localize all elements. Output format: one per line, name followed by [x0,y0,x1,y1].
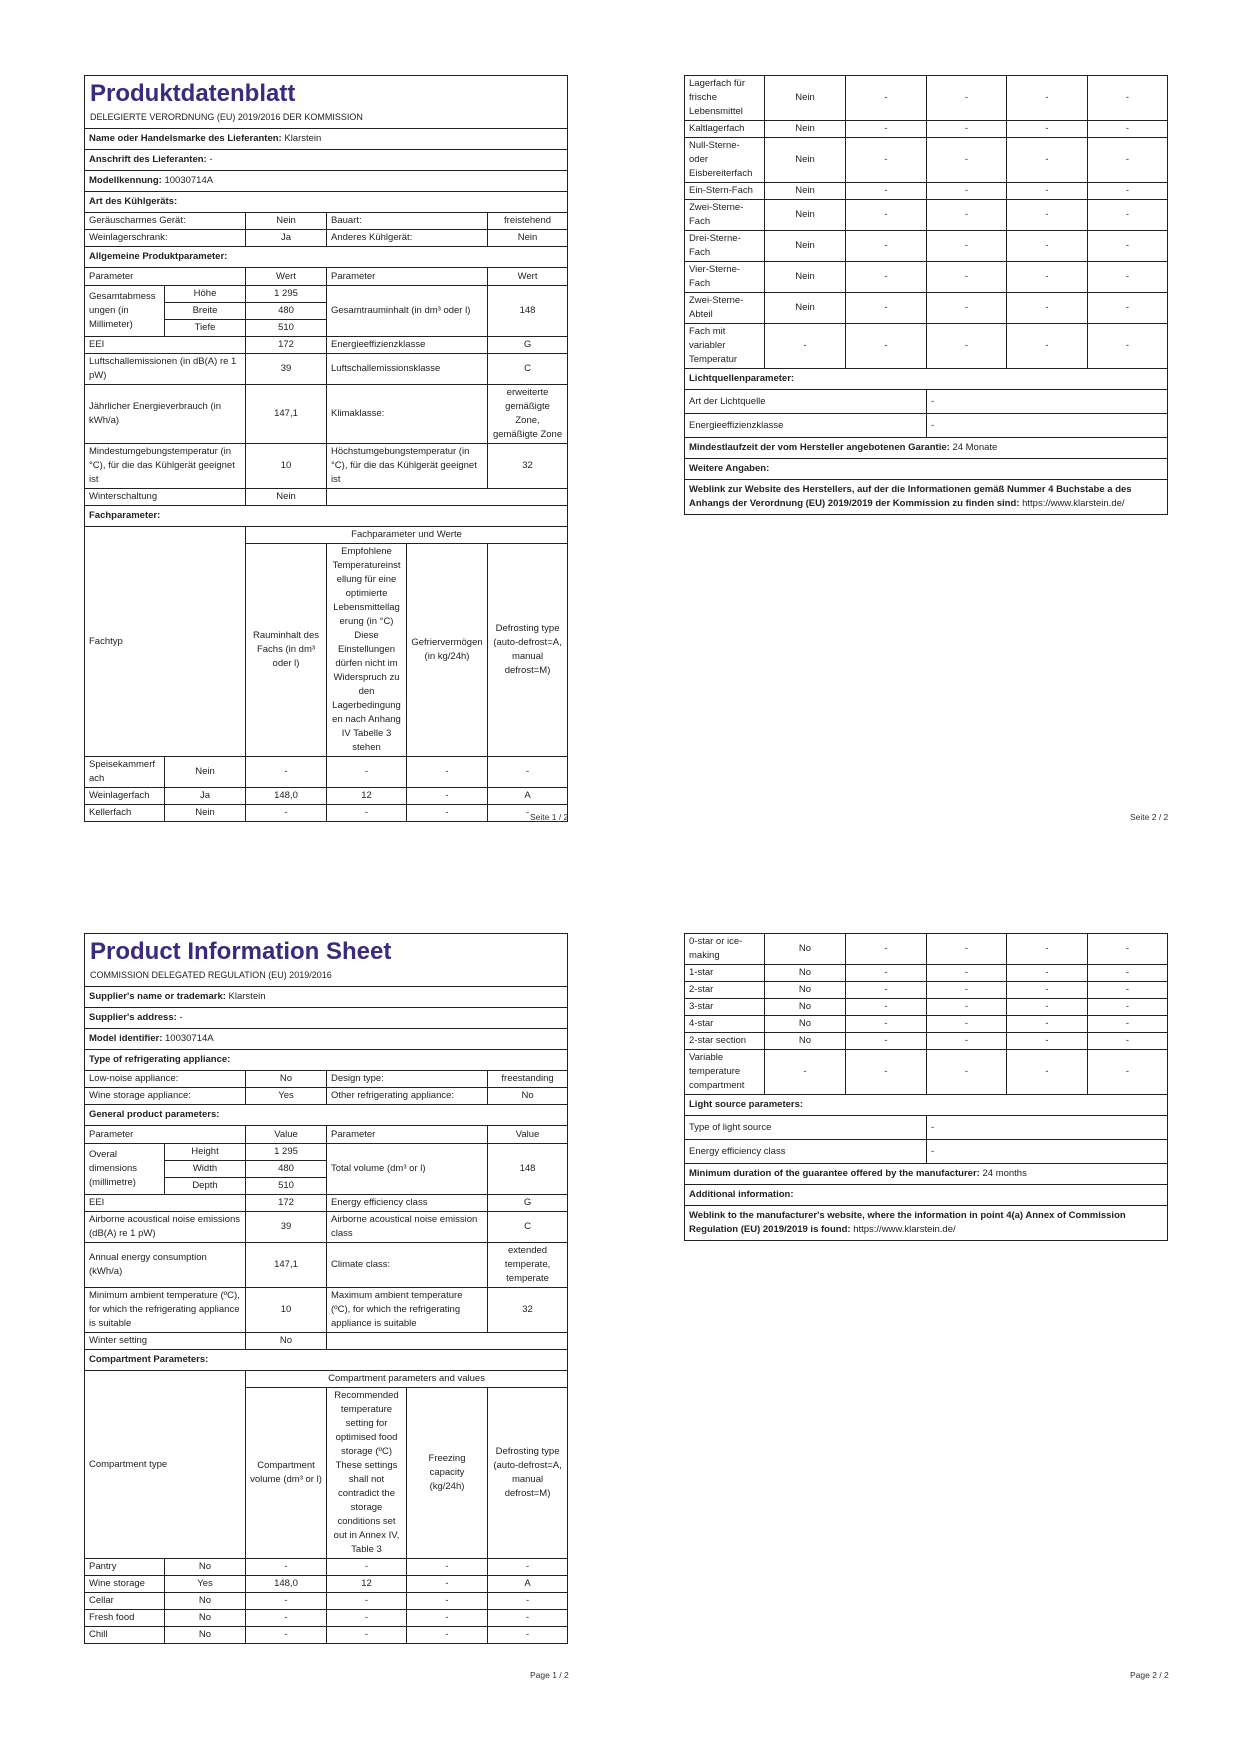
height-label: Höhe [165,286,246,303]
further-heading: Additional information: [685,1185,1168,1206]
eclass-value: G [488,337,568,354]
noiseclass-label: Luftschallemissionsklasse [327,354,488,385]
table-row: Zwei-Sterne-Fach Nein - - - - [685,200,1168,231]
eclass-value: G [488,1195,568,1212]
design-value: freestanding [488,1071,568,1088]
minamb-value: 10 [246,1288,327,1333]
annual-label: Jährlicher Energieverbrauch (in kWh/a) [85,385,246,444]
lighttype-value: - [927,1116,1168,1140]
design-label: Bauart: [327,213,488,230]
value-header: Value [488,1126,568,1144]
table-row: Wine storage Yes 148,0 12 - A [85,1576,568,1593]
weblink-value: https://www.klarstein.de/ [853,1224,956,1235]
winter-value: No [246,1333,327,1350]
maxamb-label: Maximum ambient temperature (ºC), for which the refrigerating appliance is suitable [327,1288,488,1333]
value-header: Value [246,1126,327,1144]
param-header: Parameter [85,1126,246,1144]
table-row: Kaltlagerfach Nein - - - - [685,121,1168,138]
eclass-label: Energieeffizienzklasse [327,337,488,354]
winter-label: Winter setting [85,1333,246,1350]
maxamb-label: Höchstumgebungstemperatur (in °C), für die das Kühlgerät geeignet ist [327,444,488,489]
annual-label: Annual energy consumption (kWh/a) [85,1243,246,1288]
lownoise-value: No [246,1071,327,1088]
table-row: Zwei-Sterne-Abteil Nein - - - - [685,293,1168,324]
light-heading: Lichtquellenparameter: [685,369,1168,390]
supplier-label: Supplier's name or trademark: [89,991,226,1002]
de-sheet-page1 [84,75,567,822]
wine-label: Weinlagerschrank: [85,230,246,247]
general-heading: Allgemeine Produktparameter: [85,247,568,268]
page-number: Page 2 / 2 [1130,1670,1169,1680]
eei-value: 172 [246,337,327,354]
minamb-label: Minimum ambient temperature (ºC), for which the refrigerating appliance is suitable [85,1288,246,1333]
table-row: Cellar No - - - - [85,1593,568,1610]
further-heading: Weitere Angaben: [685,459,1168,480]
minamb-value: 10 [246,444,327,489]
comp-params-values-header: Fachparameter und Werte [246,527,568,544]
other-label: Anderes Kühlgerät: [327,230,488,247]
comp-freeze-header: Gefriervermögen (in kg/24h) [407,544,488,757]
guarantee-value: 24 Monate [952,442,998,453]
value-header: Wert [246,268,327,286]
table-row: 0-star or ice-making No - - - - [685,934,1168,965]
light-heading: Light source parameters: [685,1095,1168,1116]
guarantee-label: Mindestlaufzeit der vom Hersteller angebotenen Garantie: [689,442,950,453]
table-row: Weinlagerfach Ja 148,0 12 - A [85,788,568,805]
width-value: 480 [246,303,327,320]
weblink-label: Weblink zur Website des Herstellers, auf der die Informationen gemäß Nummer 4 Buchstabe a des Anhangs der Verordnung (EU) 2019/2019 der Kommission zu finden sind: [689,484,1132,509]
param-header: Parameter [85,268,246,286]
climate-label: Klimaklasse: [327,385,488,444]
eei-value: 172 [246,1195,327,1212]
comp-type-header: Compartment type [85,1371,246,1559]
model-value: 10030714A [165,1033,214,1044]
width-label: Width [165,1161,246,1178]
volume-value: 148 [488,1144,568,1195]
comp-temp-header: Recommended temperature setting for optimised food storage (ºC) These settings shall not contradict the storage conditions set out in Annex IV, Table 3 [327,1388,407,1559]
climate-value: erweiterte gemäßigte Zone, gemäßigte Zone [488,385,568,444]
type-heading: Art des Kühlgeräts: [85,192,568,213]
design-label: Design type: [327,1071,488,1088]
de-compartment-table [684,75,1168,515]
table-row: Fresh food No - - - - [85,1610,568,1627]
table-row: Vier-Sterne-Fach Nein - - - - [685,262,1168,293]
noiseclass-label: Airborne acoustical noise emission class [327,1212,488,1243]
noise-label: Airborne acoustical noise emissions (dB(A) re 1 pW) [85,1212,246,1243]
noiseclass-value: C [488,1212,568,1243]
dims-label: Gesamtabmessungen (in Millimeter) [85,286,165,337]
page-number: Seite 1 / 2 [530,812,569,822]
height-value: 1 295 [246,1144,327,1161]
address-value: - [209,154,213,165]
regulation: COMMISSION DELEGATED REGULATION (EU) 2019/2016 [85,966,568,987]
height-value: 1 295 [246,286,327,303]
table-row: Null-Sterne- oder Eisbereiterfach Nein - - - - [685,138,1168,183]
comp-volume-header: Rauminhalt des Fachs (in dm³ oder l) [246,544,327,757]
noise-value: 39 [246,354,327,385]
lighttype-value: - [927,390,1168,414]
type-heading: Type of refrigerating appliance: [85,1050,568,1071]
eei-label: EEI [85,1195,246,1212]
lownoise-label: Low-noise appliance: [85,1071,246,1088]
table-row: Variable temperature compartment - - - - - [685,1050,1168,1095]
address-label: Supplier's address: [89,1012,177,1023]
annual-value: 147,1 [246,385,327,444]
de-main-table [84,75,568,822]
model-label: Modellkennung: [89,175,162,186]
lightclass-label: Energieeffizienzklasse [685,414,927,438]
en-main-table [84,933,568,1644]
de-sheet-page2 [684,75,1167,515]
table-row: Pantry No - - - - [85,1559,568,1576]
model-value: 10030714A [164,175,214,186]
general-heading: General product parameters: [85,1105,568,1126]
lighttype-label: Art der Lichtquelle [685,390,927,414]
table-row: 2-star No - - - - [685,982,1168,999]
maxamb-value: 32 [488,444,568,489]
table-row: 4-star No - - - - [685,1016,1168,1033]
volume-label: Gesamtrauminhalt (in dm³ oder l) [327,286,488,337]
lightclass-value: - [927,1140,1168,1164]
table-row: Kellerfach Nein - - - - [85,805,568,822]
lownoise-value: Nein [246,213,327,230]
weblink-value: https://www.klarstein.de/ [1022,498,1125,509]
winter-label: Winterschaltung [85,489,246,506]
noise-label: Luftschallemissionen (in dB(A) re 1 pW) [85,354,246,385]
eei-label: EEI [85,337,246,354]
value-header: Wert [488,268,568,286]
table-row: Ein-Stern-Fach Nein - - - - [685,183,1168,200]
address-value: - [179,1012,183,1023]
comp-params-heading: Compartment Parameters: [85,1350,568,1371]
width-label: Breite [165,303,246,320]
other-value: No [488,1088,568,1105]
table-row: Fach mit variabler Temperatur - - - - - [685,324,1168,369]
param-header: Parameter [327,1126,488,1144]
table-row: Drei-Sterne-Fach Nein - - - - [685,231,1168,262]
table-row: 1-star No - - - - [685,965,1168,982]
depth-value: 510 [246,320,327,337]
climate-label: Climate class: [327,1243,488,1288]
lightclass-value: - [927,414,1168,438]
page-title: Product Information Sheet [90,938,392,965]
wine-label: Wine storage appliance: [85,1088,246,1105]
comp-type-header: Fachtyp [85,527,246,757]
comp-defrost-header: Defrosting type (auto-defrost=A, manual defrost=M) [488,1388,568,1559]
depth-value: 510 [246,1178,327,1195]
climate-value: extended temperate, temperate [488,1243,568,1288]
comp-params-heading: Fachparameter: [85,506,568,527]
weblink-label: Weblink to the manufacturer's website, where the information in point 4(a) Annex of Commission Regulation (EU) 2019/2019 is found: [689,1210,1126,1235]
table-row: Lagerfach für frische Lebensmittel Nein - - - - [685,76,1168,121]
wine-value: Ja [246,230,327,247]
other-label: Other refrigerating appliance: [327,1088,488,1105]
table-row: Speisekammerfach Nein - - - - [85,757,568,788]
lighttype-label: Type of light source [685,1116,927,1140]
table-row: 2-star section No - - - - [685,1033,1168,1050]
design-value: freistehend [488,213,568,230]
maxamb-value: 32 [488,1288,568,1333]
comp-freeze-header: Freezing capacity (kg/24h) [407,1388,488,1559]
page-title: Produktdatenblatt [90,80,296,107]
noise-value: 39 [246,1212,327,1243]
annual-value: 147,1 [246,1243,327,1288]
en-sheet-page1 [84,933,567,1644]
comp-defrost-header: Defrosting type (auto-defrost=A, manual defrost=M) [488,544,568,757]
table-row: 3-star No - - - - [685,999,1168,1016]
wine-value: Yes [246,1088,327,1105]
comp-temp-header: Empfohlene Temperatureinstellung für eine optimierte Lebensmittellagerung (in °C) Diese Einstellungen dürfen nicht im Widerspruch zu den Lagerbedingungen nach Anhang IV Tabelle 3 stehen [327,544,407,757]
supplier-value: Klarstein [228,991,266,1002]
lightclass-label: Energy efficiency class [685,1140,927,1164]
eclass-label: Energy efficiency class [327,1195,488,1212]
volume-value: 148 [488,286,568,337]
guarantee-value: 24 months [982,1168,1027,1179]
depth-label: Tiefe [165,320,246,337]
model-label: Model identifier: [89,1033,163,1044]
width-value: 480 [246,1161,327,1178]
depth-label: Depth [165,1178,246,1195]
page-number: Page 1 / 2 [530,1670,569,1680]
supplier-label: Name oder Handelsmarke des Lieferanten: [89,133,282,144]
height-label: Height [165,1144,246,1161]
noiseclass-value: C [488,354,568,385]
comp-volume-header: Compartment volume (dm³ or l) [246,1388,327,1559]
volume-label: Total volume (dm³ or l) [327,1144,488,1195]
en-compartment-table [684,933,1168,1241]
minamb-label: Mindestumgebungstemperatur (in °C), für die das Kühlgerät geeignet ist [85,444,246,489]
en-sheet-page2 [684,933,1167,1241]
address-label: Anschrift des Lieferanten: [89,154,207,165]
regulation: DELEGIERTE VERORDNUNG (EU) 2019/2016 DER KOMMISSION [85,108,568,129]
guarantee-label: Minimum duration of the guarantee offered by the manufacturer: [689,1168,980,1179]
param-header: Parameter [327,268,488,286]
table-row: Chill No - - - - [85,1627,568,1644]
winter-value: Nein [246,489,327,506]
comp-params-values-header: Compartment parameters and values [246,1371,568,1388]
other-value: Nein [488,230,568,247]
page-number: Seite 2 / 2 [1130,812,1169,822]
supplier-value: Klarstein [284,133,322,144]
lownoise-label: Geräuscharmes Gerät: [85,213,246,230]
dims-label: Overal dimensions (millimetre) [85,1144,165,1195]
